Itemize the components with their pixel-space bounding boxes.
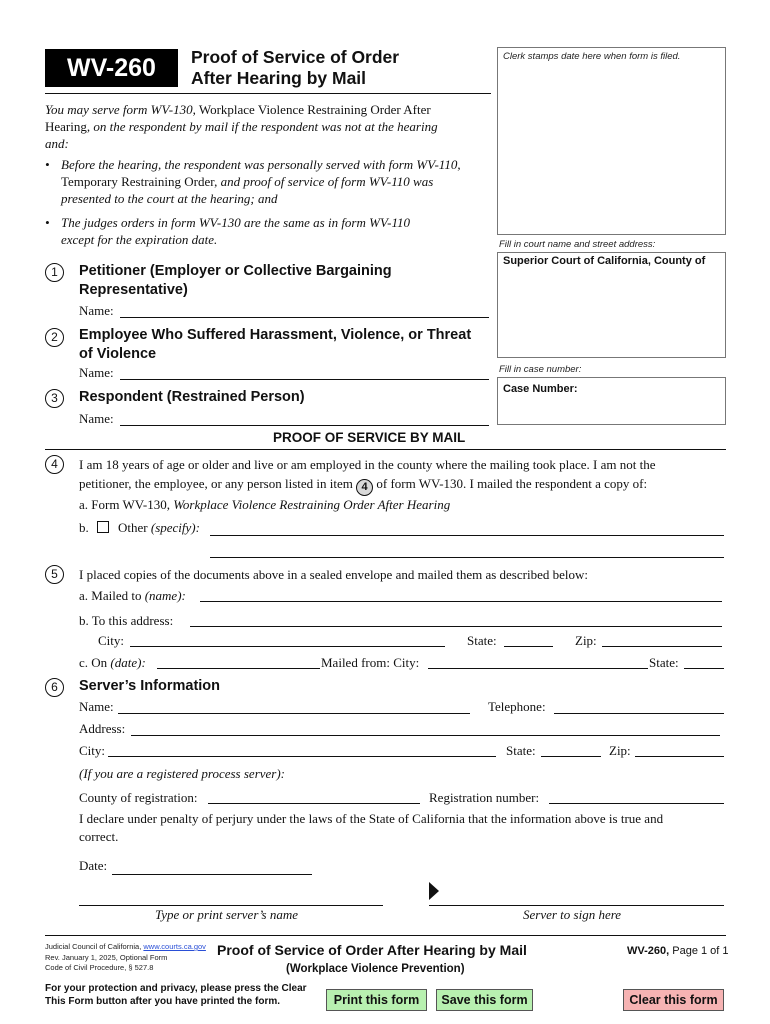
declaration-text: I declare under penalty of perjury under the laws of the State of California that the information above is true and correct. <box>79 811 664 844</box>
mailed-to-field[interactable] <box>200 601 722 602</box>
petitioner-name-label: Name: <box>79 303 114 318</box>
clerk-stamp-box <box>497 47 726 235</box>
respondent-name-label: Name: <box>79 411 114 426</box>
intro-paragraph: You may serve form WV-130, Workplace Violence Restraining Order After Hearing, on the respondent by mail if the respondent was not at the hearing and: <box>45 102 438 151</box>
form-code-badge: WV-260 <box>45 49 178 87</box>
section-2-number: 2 <box>45 328 64 347</box>
other-specify-field-1[interactable] <box>210 535 724 536</box>
mailed-from-city-field[interactable] <box>428 668 648 669</box>
mailed-from-state-field[interactable] <box>684 668 724 669</box>
case-number-label: Case Number: <box>503 383 578 395</box>
fill-case-label: Fill in case number: <box>499 364 582 375</box>
privacy-note: For your protection and privacy, please press the Clear This Form button after you have printed the form. <box>45 983 307 1007</box>
mailed-from-label: Mailed from: City: <box>321 655 420 670</box>
page-number: WV-260, Page 1 of 1 <box>627 945 729 957</box>
mail-zip-field[interactable] <box>602 646 722 647</box>
clerk-note: Clerk stamps date here when form is filed. <box>503 51 681 62</box>
item-4-ref: 4 <box>356 479 373 496</box>
section-4-item-b-prefix: b. <box>79 520 89 535</box>
server-zip-label: Zip: <box>609 743 631 758</box>
mail-zip-label: Zip: <box>575 633 597 648</box>
server-name-field[interactable] <box>118 713 470 714</box>
sign-caption: Server to sign here <box>523 907 622 922</box>
form-title-line1: Proof of Service of Order <box>191 47 400 67</box>
county-registration-label: County of registration: <box>79 790 198 805</box>
section-4-item-a: a. Form WV-130, Workplace Violence Restraining Order After Hearing <box>79 497 451 512</box>
intro-bullet-1: • Before the hearing, the respondent was personally served with form WV-110, Temporary Restraining Order, and proof of service of form WV-110 was presented to the court at the hearing; and <box>61 156 501 207</box>
other-label: Other (specify): <box>118 520 200 535</box>
other-checkbox[interactable] <box>97 521 109 533</box>
server-name-label: Name: <box>79 699 114 714</box>
mail-city-label: City: <box>98 633 125 648</box>
print-form-button[interactable]: Print this form <box>326 989 427 1011</box>
footer-rule <box>45 935 726 936</box>
section-1-heading: Petitioner (Employer or Collective Bargaining Representative) <box>79 263 392 298</box>
footer-info: Judicial Council of California, www.courts.ca.gov Rev. January 1, 2025, Optional Form Code of Civil Procedure, § 527.8 <box>45 942 206 972</box>
save-form-button[interactable]: Save this form <box>436 989 533 1011</box>
server-address-label: Address: <box>79 721 126 736</box>
petitioner-name-field[interactable] <box>120 317 489 318</box>
sign-here-arrow-icon <box>429 882 439 900</box>
registration-number-label: Registration number: <box>429 790 540 805</box>
server-state-field[interactable] <box>541 756 601 757</box>
section-5-intro: I placed copies of the documents above in a sealed envelope and mailed them as described below: <box>79 567 588 582</box>
proof-rule <box>45 449 726 450</box>
section-2-heading: Employee Who Suffered Harassment, Violence, or Threat of Violence <box>79 327 472 362</box>
mailed-from-state-label: State: <box>649 655 679 670</box>
server-city-field[interactable] <box>108 756 496 757</box>
court-name-box[interactable] <box>497 252 726 358</box>
section-5-number: 5 <box>45 565 64 584</box>
mail-address-field[interactable] <box>190 626 722 627</box>
section-4-text: I am 18 years of age or older and live or am employed in the county where the mailing took place. I am not the petitioner, the employee, or any person listed in item 4 of form WV-130. I mailed the respondent a copy of: <box>79 456 729 496</box>
server-zip-field[interactable] <box>635 756 724 757</box>
header-rule <box>45 93 491 94</box>
section-6-number: 6 <box>45 678 64 697</box>
section-3-number: 3 <box>45 389 64 408</box>
mail-city-field[interactable] <box>130 646 445 647</box>
form-title <box>191 47 399 89</box>
server-address-field[interactable] <box>131 735 720 736</box>
clear-form-button[interactable]: Clear this form <box>623 989 724 1011</box>
date-label: Date: <box>79 858 108 873</box>
section-3-heading: Respondent (Restrained Person) <box>79 389 305 405</box>
section-6-heading: Server’s Information <box>79 678 221 694</box>
date-field[interactable] <box>112 874 312 875</box>
other-specify-field-2[interactable] <box>210 557 724 558</box>
mail-state-field[interactable] <box>504 646 553 647</box>
process-server-note: (If you are a registered process server): <box>79 766 286 781</box>
footer-title: Proof of Service of Order After Hearing by Mail <box>217 942 527 958</box>
server-state-label: State: <box>506 743 536 758</box>
section-1-number: 1 <box>45 263 64 282</box>
employee-name-field[interactable] <box>120 379 489 380</box>
proof-heading: PROOF OF SERVICE BY MAIL <box>273 430 466 445</box>
registration-number-field[interactable] <box>549 803 724 804</box>
intro-bullet-2: • The judges orders in form WV-130 are the same as in form WV-110 except for the expiration date. <box>61 214 501 248</box>
section-4-number: 4 <box>45 455 64 474</box>
county-registration-field[interactable] <box>208 803 420 804</box>
mail-date-field[interactable] <box>157 668 320 669</box>
footer-subtitle: (Workplace Violence Prevention) <box>286 963 465 975</box>
courts-link[interactable]: www.courts.ca.gov <box>143 942 206 951</box>
fill-court-label: Fill in court name and street address: <box>499 239 656 250</box>
respondent-name-field[interactable] <box>120 425 489 426</box>
mailed-to-label: a. Mailed to (name): <box>79 588 186 603</box>
type-name-caption: Type or print server’s name <box>155 907 298 922</box>
server-telephone-label: Telephone: <box>488 699 546 714</box>
court-title: Superior Court of California, County of <box>503 255 706 267</box>
server-city-label: City: <box>79 743 106 758</box>
address-label: b. To this address: <box>79 613 174 628</box>
mail-state-label: State: <box>467 633 497 648</box>
form-title-line2: After Hearing by Mail <box>191 68 367 88</box>
server-telephone-field[interactable] <box>554 713 724 714</box>
mail-date-label: c. On (date): <box>79 655 146 670</box>
employee-name-label: Name: <box>79 365 114 380</box>
